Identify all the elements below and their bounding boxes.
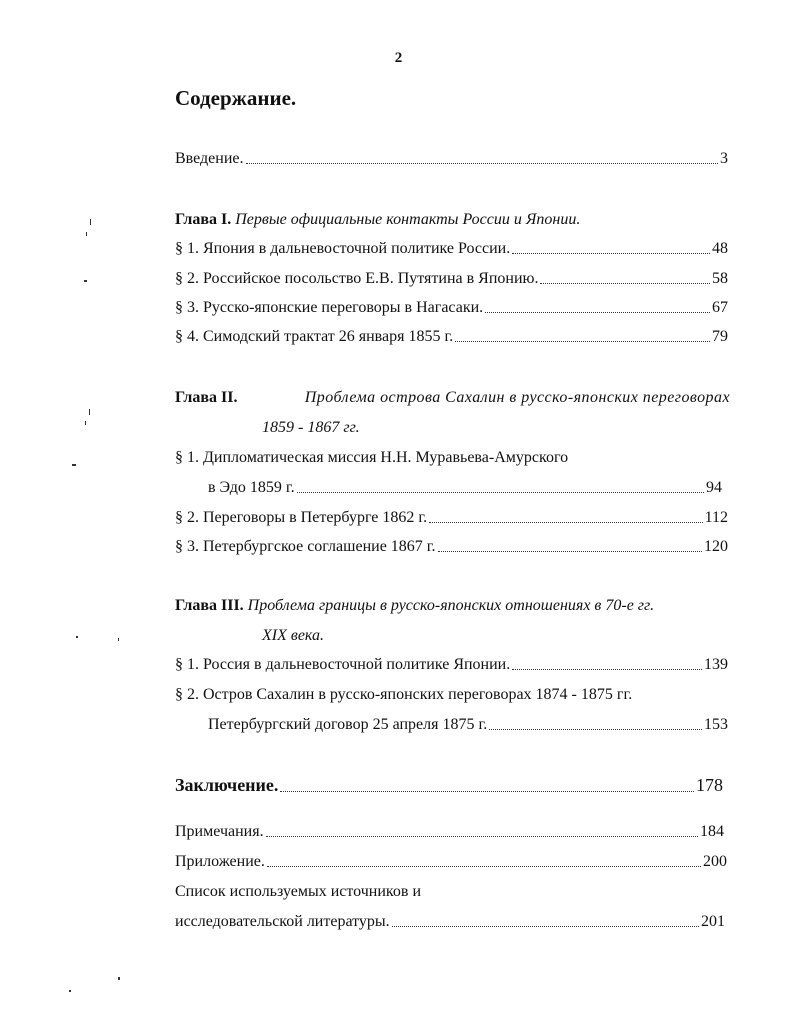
leader-dots — [438, 550, 702, 552]
toc-entry-page: 94 — [706, 479, 722, 496]
chapter-heading-1 — [175, 211, 730, 229]
leader-dots — [297, 491, 704, 493]
leader-dots — [246, 162, 719, 164]
toc-entry-label: § 4. Симодский трактат 26 января 1855 г. — [175, 328, 454, 345]
leader-dots — [540, 282, 710, 284]
toc-entry-label: § 1. Япония в дальневосточной политике России. — [175, 240, 511, 257]
leader-dots — [489, 728, 702, 730]
toc-entry-1-2 — [175, 270, 728, 288]
toc-entry-2-1 — [208, 479, 722, 497]
toc-entry-label: Приложение. — [175, 853, 265, 870]
scan-speck — [69, 990, 71, 992]
toc-entry-label: § 1. Россия в дальневосточной политике Японии. — [175, 656, 511, 673]
toc-entry-label: исследовательской литературы. — [175, 913, 390, 930]
page-number: 2 — [394, 50, 403, 66]
toc-entry-page: 178 — [696, 775, 723, 795]
toc-entry-page: 139 — [704, 656, 728, 673]
scan-speck — [85, 421, 86, 425]
scan-speck — [84, 280, 87, 282]
leader-dots — [512, 668, 702, 670]
leader-dots — [280, 790, 694, 792]
toc-entry-page: 67 — [712, 299, 728, 316]
toc-entry-page: 153 — [704, 716, 728, 733]
toc-entry-label: в Эдо 1859 г. — [208, 479, 295, 496]
scan-speck — [86, 232, 87, 236]
leader-dots — [267, 865, 701, 867]
scan-speck — [118, 638, 119, 641]
scan-speck — [90, 219, 91, 225]
toc-entry-label: § 3. Петербургское соглашение 1867 г. — [175, 538, 436, 555]
toc-entry-conclusion — [175, 775, 723, 796]
toc-entry-1-4 — [175, 328, 728, 346]
toc-entry-3-2-label: § 2. Остров Сахалин в русско-японских переговорах 1874 - 1875 гг. — [175, 686, 633, 703]
toc-entry-intro — [175, 150, 728, 168]
toc-entry-label: § 2. Переговоры в Петербурге 1862 г. — [175, 509, 428, 526]
chapter-prefix: Глава I. — [175, 211, 232, 228]
toc-entry-3-1 — [175, 656, 728, 674]
toc-entry-page: 79 — [712, 328, 728, 345]
toc-entry-label: § 3. Русско-японские переговоры в Нагасаки. — [175, 299, 484, 316]
scan-speck — [72, 464, 76, 466]
chapter-title: Проблема острова Сахалин в русско-японских переговорах — [304, 389, 730, 406]
scan-speck — [89, 409, 90, 415]
toc-entry-label: Заключение. — [175, 775, 279, 795]
toc-entry-3-2 — [208, 716, 728, 734]
toc-entry-page: 201 — [701, 913, 725, 930]
scan-speck — [118, 977, 120, 980]
toc-entry-1-3 — [175, 299, 728, 317]
chapter-title: Первые официальные контакты России и Японии. — [235, 211, 581, 228]
toc-entry-2-3 — [175, 538, 728, 556]
toc-entry-sources-label: Список используемых источников и — [175, 883, 421, 900]
scan-speck — [76, 636, 78, 638]
leader-dots — [485, 311, 710, 313]
toc-entry-sources — [175, 913, 725, 931]
leader-dots — [392, 925, 699, 927]
toc-entry-page: 200 — [703, 853, 727, 870]
toc-entry-label: § 2. Российское посольство Е.В. Путятина в Японию. — [175, 270, 539, 287]
toc-entry-2-2 — [175, 509, 728, 527]
leader-dots — [455, 340, 710, 342]
toc-entry-label: Петербургский договор 25 апреля 1875 г. — [208, 716, 488, 733]
toc-entry-2-1-label: § 1. Дипломатическая миссия Н.Н. Муравьева-Амурского — [175, 449, 569, 466]
toc-entry-page: 3 — [720, 150, 728, 167]
toc-entry-label: Введение. — [175, 150, 244, 167]
toc-entry-page: 48 — [712, 240, 728, 257]
chapter-title-continued: 1859 - 1867 гг. — [262, 419, 360, 436]
leader-dots — [429, 521, 702, 523]
toc-entry-page: 112 — [704, 509, 728, 526]
chapter-prefix: Глава III. — [175, 597, 244, 614]
chapter-title-continued: XIX века. — [262, 627, 325, 644]
toc-entry-1-1 — [175, 240, 728, 258]
chapter-prefix: Глава II. — [175, 389, 238, 406]
toc-entry-page: 58 — [712, 270, 728, 287]
chapter-heading-3 — [175, 597, 730, 615]
toc-entry-label: Примечания. — [175, 823, 264, 840]
toc-entry-appendix — [175, 853, 727, 871]
chapter-heading-2 — [175, 389, 730, 407]
toc-entry-notes — [175, 823, 724, 841]
toc-entry-page: 184 — [700, 823, 724, 840]
chapter-title: Проблема границы в русско-японских отношениях в 70-е гг. — [247, 597, 655, 614]
toc-entry-page: 120 — [704, 538, 728, 555]
leader-dots — [512, 252, 710, 254]
leader-dots — [266, 835, 698, 837]
page-title: Содержание. — [175, 86, 297, 110]
